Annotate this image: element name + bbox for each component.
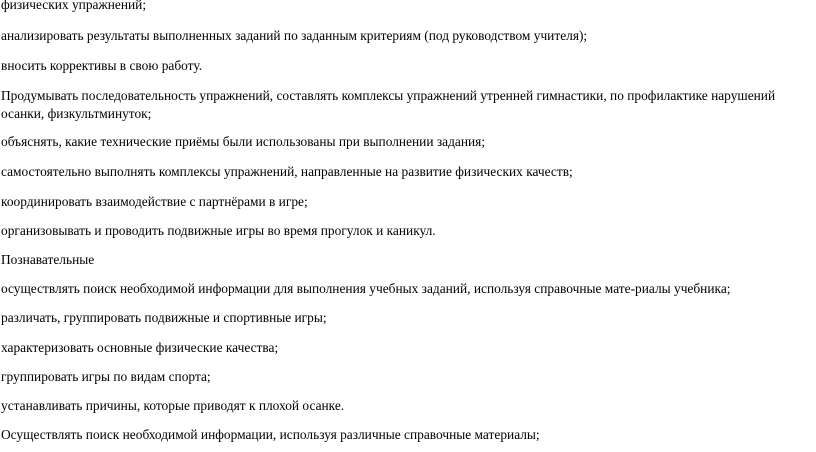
text-line-1: физических упражнений;	[1, 0, 147, 12]
text-line-13: группировать игры по видам спорта;	[1, 369, 211, 384]
text-line-7: координировать взаимодействие с партнёрами в игре;	[1, 194, 308, 209]
text-line-5: объяснять, какие технические приёмы были использованы при выполнении задания;	[1, 134, 486, 149]
text-line-15: Осуществлять поиск необходимой информации, используя различные справочные материалы;	[1, 427, 540, 442]
text-line-14: устанавливать причины, которые приводят к плохой осанке.	[1, 398, 345, 413]
text-line-11: различать, группировать подвижные и спортивные игры;	[1, 310, 327, 325]
text-line-8: организовывать и проводить подвижные игры во время прогулок и каникул.	[1, 223, 436, 238]
text-line-6: самостоятельно выполнять комплексы упражнений, направленные на развитие физических качеств;	[1, 164, 573, 179]
text-line-2: анализировать результаты выполненных заданий по заданным критериям (под руководством учителя);	[1, 28, 588, 43]
text-line-10: осуществлять поиск необходимой информации для выполнения учебных заданий, используя справочные мате-риалы учебника;	[1, 281, 731, 296]
text-line-12: характеризовать основные физические качества;	[1, 340, 279, 355]
text-line-3: вносить коррективы в свою работу.	[1, 58, 203, 73]
section-heading-cognitive: Познавательные	[1, 252, 95, 267]
text-line-4: Продумывать последовательность упражнений, составлять комплексы упражнений утренней гимнастики, по профилактике нарушений осанки, физкультминуток;	[1, 88, 776, 121]
